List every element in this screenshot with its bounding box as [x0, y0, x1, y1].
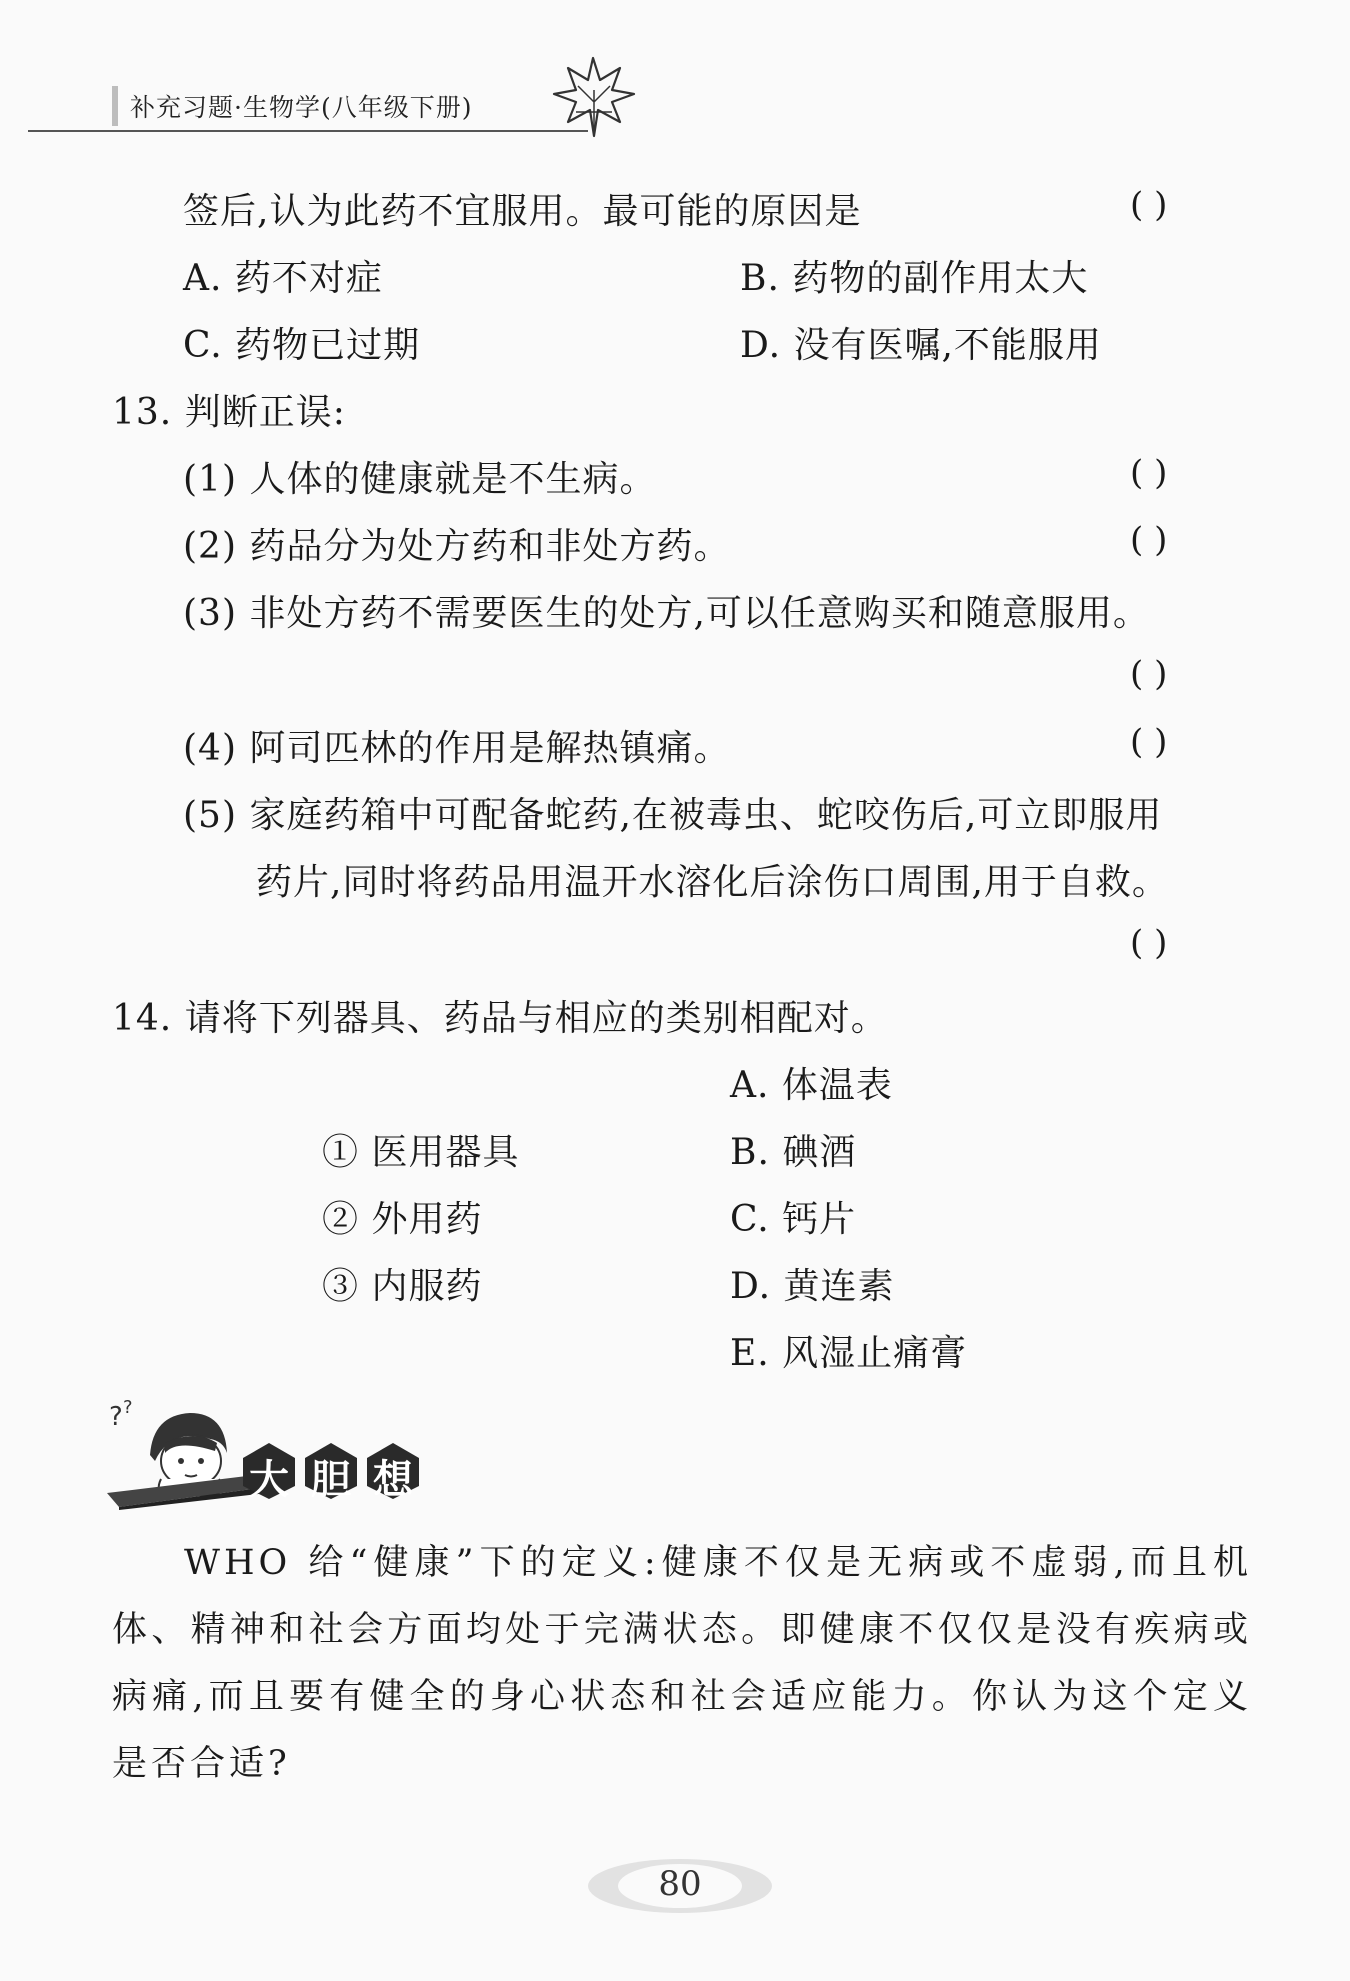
q12-stem: 签后,认为此药不宜服用。最可能的原因是 — [183, 191, 862, 232]
q13-item-2: (2) 药品分为处方药和非处方药。 — [183, 526, 731, 567]
q12-option-d: D. 没有医嘱,不能服用 — [740, 325, 1102, 366]
q12-option-c: C. 药物已过期 — [183, 325, 421, 366]
q14-stem: 14. 请将下列器具、药品与相应的类别相配对。 — [112, 998, 888, 1039]
q13-item-5-line2: 药片,同时将药品用温开水溶化后涂伤口周围,用于自救。 — [256, 862, 1169, 903]
q13-item-2-paren[interactable]: ( ) — [1130, 520, 1168, 560]
section-badge-3-text: 想 — [373, 1457, 413, 1503]
q13-item-5-line1: (5) 家庭药箱中可配备蛇药,在被毒虫、蛇咬伤后,可立即服用 — [183, 795, 1163, 836]
q13-item-1: (1) 人体的健康就是不生病。 — [183, 459, 657, 500]
section-badge-2-text: 胆 — [311, 1457, 351, 1503]
q13-item-4-paren[interactable]: ( ) — [1130, 722, 1168, 762]
q14-right-d: D. 黄连素 — [730, 1266, 895, 1307]
q12-answer-paren[interactable]: ( ) — [1130, 185, 1168, 225]
q13-stem: 13. 判断正误: — [112, 392, 346, 433]
q13-item-5-paren[interactable]: ( ) — [1130, 923, 1168, 963]
page-number: 80 — [658, 1864, 702, 1904]
maple-leaf-icon — [548, 50, 638, 140]
q13-item-3-paren[interactable]: ( ) — [1130, 654, 1168, 694]
q13-item-4: (4) 阿司匹林的作用是解热镇痛。 — [183, 728, 731, 769]
q14-right-e: E. 风湿止痛膏 — [730, 1333, 968, 1374]
header-rule — [28, 130, 588, 132]
header-bar — [112, 86, 118, 126]
q14-left-2: ② 外用药 — [322, 1199, 483, 1240]
q14-left-1: ① 医用器具 — [322, 1132, 520, 1173]
q14-right-b: B. 碘酒 — [730, 1132, 857, 1173]
q14-right-c: C. 钙片 — [730, 1199, 857, 1240]
header-title: 补充习题·生物学(八年级下册) — [130, 93, 473, 122]
q13-item-3: (3) 非处方药不需要医生的处方,可以任意购买和随意服用。 — [183, 593, 1150, 634]
q14-right-a: A. 体温表 — [730, 1065, 893, 1106]
svg-text:?: ? — [123, 1397, 133, 1418]
q12-option-a: A. 药不对症 — [183, 258, 383, 299]
svg-text:?: ? — [109, 1402, 123, 1432]
q13-item-1-paren[interactable]: ( ) — [1130, 453, 1168, 493]
who-health-paragraph: WHO 给“健康”下的定义:健康不仅是无病或不虚弱,而且机体、精神和社会方面均处于完满状态。即健康不仅仅是没有疾病或病痛,而且要有健全的身心状态和社会适应能力。你认为这个定义是否合适? — [112, 1543, 1252, 1784]
q14-left-3: ③ 内服药 — [322, 1266, 483, 1307]
q12-option-b: B. 药物的副作用太大 — [740, 258, 1089, 299]
section-badge-1-text: 大 — [249, 1457, 289, 1503]
